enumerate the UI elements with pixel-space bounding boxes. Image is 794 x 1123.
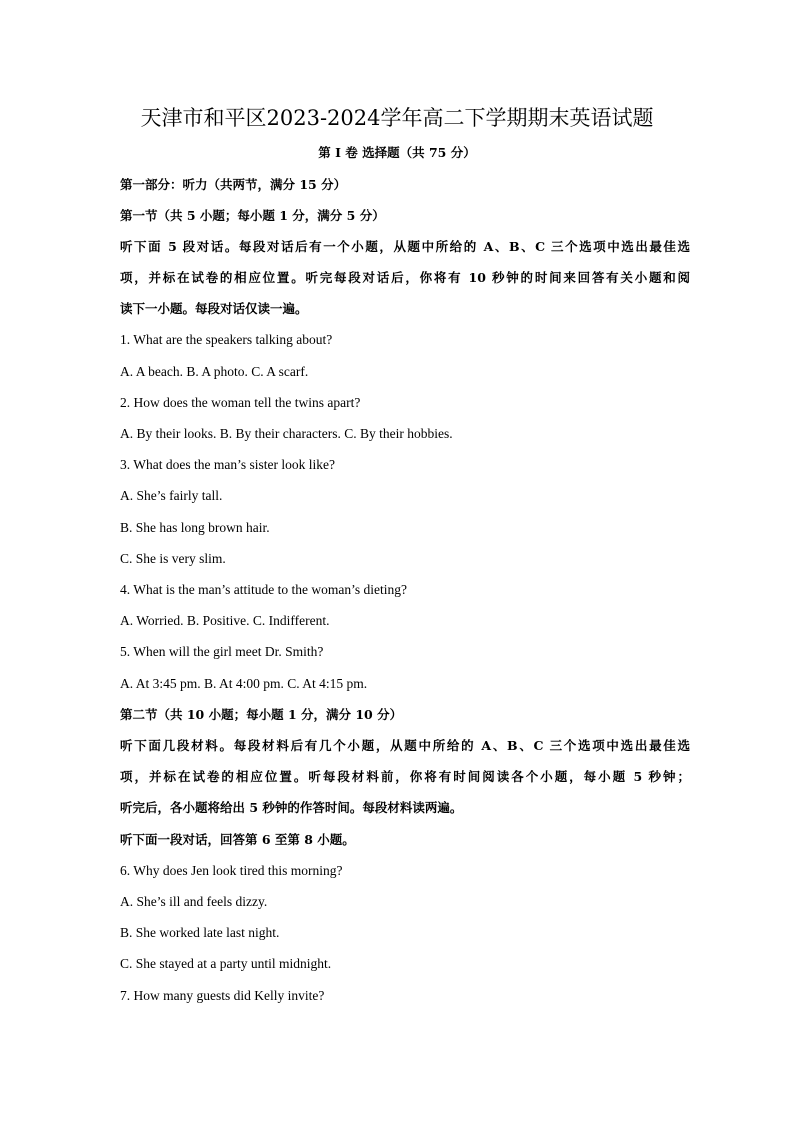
question-text: 1. What are the speakers talking about? [120, 332, 333, 347]
section-2-heading: 第二节（共 10 小题；每小题 1 分，满分 10 分） [120, 707, 403, 722]
question-text: 5. When will the girl meet Dr. Smith? [120, 644, 324, 659]
part-heading: 第一部分：听力（共两节，满分 15 分） [120, 177, 347, 192]
instructions-line: 项，并标在试卷的相应位置。听完每段对话后，你将有 10 秒钟的时间来回答有关小题和阅 [120, 270, 690, 285]
instructions-line: 项，并标在试卷的相应位置。听每段材料前，你将有时间阅读各个小题，每小题 5 秒钟； [120, 769, 690, 784]
question-text: 3. What does the man’s sister look like? [120, 457, 335, 472]
answer-options: A. At 3:45 pm. B. At 4:00 pm. C. At 4:15 pm. [120, 676, 368, 691]
answer-option: C. She stayed at a party until midnight. [120, 956, 332, 971]
instructions-line: 听完后，各小题将给出 5 秒钟的作答时间。每段材料读两遍。 [120, 800, 463, 815]
exam-title: 天津市和平区2023-2024学年高二下学期期末英语试题 [140, 106, 654, 130]
question-text: 4. What is the man’s attitude to the woman’s dieting? [120, 582, 407, 597]
question-text: 2. How does the woman tell the twins apart? [120, 395, 361, 410]
answer-option: B. She worked late last night. [120, 925, 280, 940]
answer-option: B. She has long brown hair. [120, 520, 270, 535]
answer-options: A. Worried. B. Positive. C. Indifferent. [120, 613, 330, 628]
question-text: 7. How many guests did Kelly invite? [120, 988, 325, 1003]
question-text: 6. Why does Jen look tired this morning? [120, 863, 343, 878]
answer-option: A. She’s ill and feels dizzy. [120, 894, 268, 909]
instructions-line: 听下面 5 段对话。每段对话后有一个小题，从题中所给的 A、B、C 三个选项中选出最佳选 [120, 239, 690, 254]
instructions-line: 读下一小题。每段对话仅读一遍。 [120, 301, 308, 316]
dialogue-instruction: 听下面一段对话，回答第 6 至第 8 小题。 [120, 832, 355, 847]
answer-option: A. She’s fairly tall. [120, 488, 223, 503]
answer-options: A. By their looks. B. By their characters. C. By their hobbies. [120, 426, 453, 441]
answer-options: A. A beach. B. A photo. C. A scarf. [120, 364, 309, 379]
answer-option: C. She is very slim. [120, 551, 226, 566]
instructions-line: 听下面几段材料。每段材料后有几个小题，从题中所给的 A、B、C 三个选项中选出最佳选 [120, 738, 690, 753]
section-heading: 第 I 卷 选择题（共 75 分） [318, 145, 476, 160]
section-1-heading: 第一节（共 5 小题；每小题 1 分，满分 5 分） [120, 208, 385, 223]
